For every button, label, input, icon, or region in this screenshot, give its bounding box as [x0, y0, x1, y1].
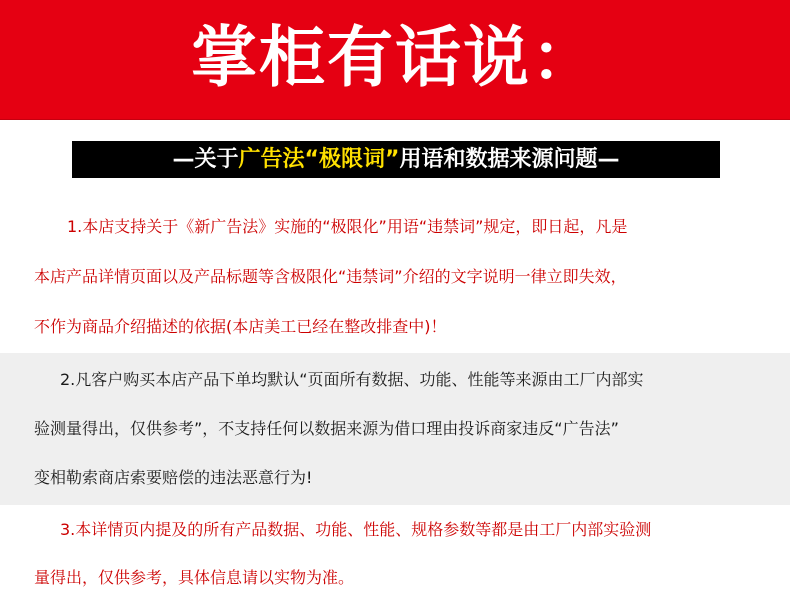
subtitle-suffix: 用语和数据来源问题— [399, 147, 620, 172]
paragraph-1-line-3: 不作为商品介绍描述的依据(本店美工已经在整改排查中)！ [34, 317, 447, 336]
paragraph-1-line-1: 1.本店支持关于《新广告法》实施的“极限化”用语“违禁词”规定，即日起，凡是 [67, 217, 628, 236]
header-banner [0, 0, 790, 120]
notice-section-2 [0, 353, 790, 505]
banner-title: 掌柜有话说： [191, 19, 599, 96]
paragraph-3-line-2: 量得出，仅供参考，具体信息请以实物为准。 [34, 568, 355, 587]
paragraph-3-line-1: 3.本详情页内提及的所有产品数据、功能、性能、规格参数等都是由工厂内部实验测 [60, 520, 652, 539]
notice-section-1 [0, 178, 790, 353]
subtitle-prefix: —关于 [172, 147, 239, 172]
paragraph-1-line-2: 本店产品详情页面以及产品标题等含极限化“违禁词”介绍的文字说明一律立即失效， [34, 267, 627, 286]
paragraph-2-line-1: 2.凡客户购买本店产品下单均默认“页面所有数据、功能、性能等来源由工厂内部实 [60, 370, 644, 389]
notice-section-3 [0, 505, 790, 602]
subtitle-highlight-ad-law: 广告法 [238, 147, 305, 172]
paragraph-2-line-3: 变相勒索商店索要赔偿的违法恶意行为! [34, 468, 313, 487]
subtitle-highlight-extreme-words: “极限词” [304, 147, 400, 172]
subtitle-bar [72, 141, 720, 178]
paragraph-2-line-2: 验测量得出，仅供参考”，不支持任何以数据来源为借口理由投诉商家违反“广告法” [34, 419, 619, 438]
